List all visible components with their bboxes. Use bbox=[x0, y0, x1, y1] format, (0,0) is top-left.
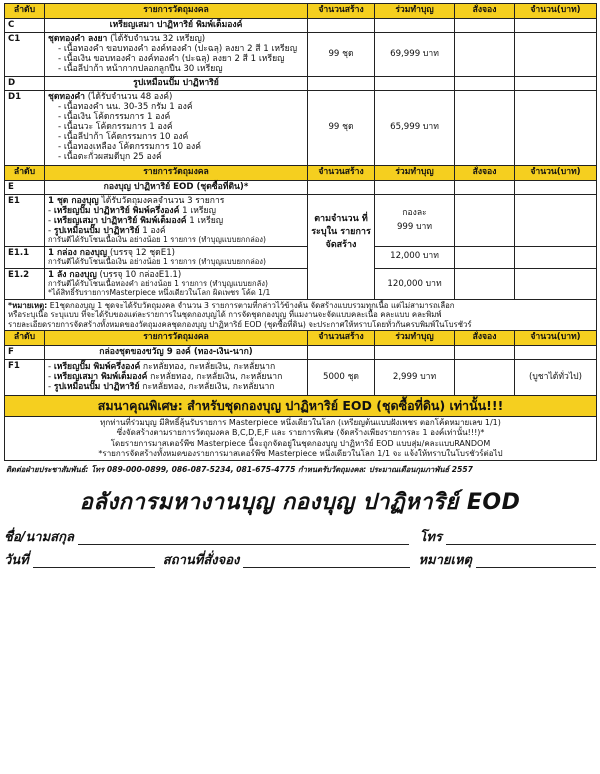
section-d-title: รูปเหมือนปั๊ม ปาฏิหาริย์ bbox=[45, 76, 308, 90]
item-e1-desc bbox=[45, 194, 308, 247]
form-title: อลังการมหางานบุญ กองบุญ ปาฏิหาริย์ EOD bbox=[79, 490, 521, 516]
section-e-title-note: (ชุดซื้อที่ดิน)* bbox=[196, 181, 249, 192]
bullet: - bbox=[48, 215, 54, 226]
item-e-qty: ตามจำนวน ที่ระบุใน รายการ จัดสร้าง bbox=[308, 194, 375, 300]
date-label: วันที่ bbox=[4, 552, 29, 568]
item-f1-item-suffix: กะหลั่ยทอง, กะหลั่ยเงิน, กะหลั่ยนาก bbox=[147, 371, 283, 382]
remark-field-label: หมายเหตุ bbox=[418, 552, 472, 568]
promo-line: ทุกท่านที่ร่วมบุญ มีสิทธิ์ลุ้นรับรายการ Masterpiece หนึ่งเดียวในโลก (เหรียญต้นแบบฝังเพชร ตอกโค้ดหมายเลข 1/1) bbox=[100, 418, 501, 428]
item-e1-lead-note: ได้รับวัตถุมงคลจำนวน 3 รายการ bbox=[101, 195, 225, 206]
item-f1-item-suffix: กะหลั่ยทอง, กะหลั่ยเงิน, กะหลั่ยนาก bbox=[140, 361, 276, 372]
item-d1-line: - เนื้อลีปาก้า โค้ดกรรมการ 10 องค์ bbox=[58, 132, 189, 143]
item-c1-desc bbox=[45, 33, 308, 77]
header-order: สั่งจอง bbox=[455, 165, 515, 180]
bullet: - bbox=[48, 361, 54, 372]
promo-line: ซึ่งจัดสร้างตามรายการวัตถุมงคล B,C,D,E,F และ รายการพิเศษ (จัดสร้างเพียงรายการละ 1 องค์เท่านั้น!!!)* bbox=[116, 428, 485, 438]
section-e-row bbox=[5, 180, 597, 194]
header-amount: จำนวน(บาท) bbox=[515, 330, 597, 345]
item-e12-price: 120,000 บาท bbox=[375, 269, 455, 300]
item-e12-row bbox=[5, 269, 597, 300]
promo-line: *รายการจัดสร้างทั้งหมดของรายการมาสเตอร์พีซ Masterpiece หนึ่งเดียวในโลก 1/1 จะ แจ้งให้ทราบในโบรชัวร์ต่อไป bbox=[98, 448, 503, 458]
deadline-label: กำหนดรับวัตถุมงคล: bbox=[298, 465, 367, 475]
date-field[interactable] bbox=[33, 554, 155, 568]
section-e-title-text: กองบุญ ปาฏิหาริย์ EOD bbox=[103, 181, 194, 192]
section-f-row bbox=[5, 345, 597, 359]
item-f1-desc bbox=[45, 359, 308, 395]
header-seq: ลำดับ bbox=[5, 165, 45, 180]
header-items: รายการวัตถุมงคล bbox=[45, 330, 308, 345]
item-c1-lead: ชุดทองคำ ลงยา bbox=[48, 34, 108, 44]
remark-field[interactable] bbox=[476, 554, 596, 568]
item-f1-item-name: เหรียญปั๊ม พิมพ์ครึ่งองค์ bbox=[53, 361, 141, 372]
section-f-title bbox=[45, 345, 308, 359]
section-f-code: F bbox=[5, 345, 45, 359]
item-d1-desc bbox=[45, 90, 308, 165]
item-e12-code: E1.2 bbox=[5, 269, 45, 300]
item-f1-order-cell[interactable] bbox=[455, 359, 515, 395]
item-e1-lead: 1 ชุด กองบุญ bbox=[48, 195, 99, 206]
item-d1-price: 65,999 บาท bbox=[375, 90, 455, 165]
header-order: สั่งจอง bbox=[455, 4, 515, 19]
item-e11-code: E1.1 bbox=[5, 247, 45, 269]
item-c1-qty: 99 ชุด bbox=[308, 33, 375, 77]
item-e12-amount-cell[interactable] bbox=[515, 269, 597, 300]
item-e1-item-name: เหรียญปั๊ม ปาฏิหาริย์ พิมพ์ครึ่งองค์ bbox=[53, 205, 180, 216]
header-donation: ร่วมทำบุญ bbox=[375, 165, 455, 180]
item-e1-price: 999 บาท bbox=[396, 222, 433, 233]
item-e11-amount-cell[interactable] bbox=[515, 247, 597, 269]
item-e1-amount-cell[interactable] bbox=[515, 194, 597, 247]
item-c1-lead-note: (ได้รับจำนวน 32 เหรียญ) bbox=[110, 34, 206, 44]
section-f-title-text: กล่องชุดของขวัญ 9 องค์ bbox=[99, 346, 191, 357]
table-header bbox=[5, 4, 597, 19]
form-row-name bbox=[4, 522, 596, 545]
section-f-title-note: (ทอง-เงิน-นาก) bbox=[193, 346, 253, 357]
bullet: - bbox=[48, 225, 54, 236]
item-d1-code: D1 bbox=[5, 90, 45, 165]
bullet: - bbox=[48, 371, 54, 382]
item-d1-lead: ชุดทองคำ bbox=[48, 91, 86, 102]
item-e1-order-cell[interactable] bbox=[455, 194, 515, 247]
item-c1-line: - เนื้อลีปาก้า หน้ากากปลอกลูกปืน 30 เหรียญ bbox=[58, 64, 223, 75]
item-f1-row bbox=[5, 359, 597, 395]
item-e1-price-label: กองละ bbox=[402, 208, 427, 219]
contact-info bbox=[4, 466, 596, 475]
phone-field[interactable] bbox=[446, 531, 596, 545]
section-c-title: เหรียญเสมา ปาฏิหาริย์ พิมพ์เต็มองค์ bbox=[45, 19, 308, 33]
item-c1-amount-cell[interactable] bbox=[515, 33, 597, 77]
item-e11-desc bbox=[45, 247, 308, 269]
deadline: ประมาณเดือนกุมภาพันธ์ 2557 bbox=[368, 465, 473, 475]
item-f1-item-suffix: กะหลั่ยทอง, กะหลั่ยเงิน, กะหลั่ยนาก bbox=[139, 382, 275, 393]
section-d-code: D bbox=[5, 76, 45, 90]
table-header bbox=[5, 330, 597, 345]
bullet: - bbox=[48, 382, 54, 393]
item-c1-line: - เนื้อทองคำ ขอบทองคำ องค์ทองคำ (ปะฉลุ) ลงยา 2 สี 1 เหรียญ bbox=[58, 44, 298, 55]
item-d1-line: - เนื้อนวะ โค้ดกรรมการ 1 องค์ bbox=[58, 121, 173, 132]
item-c1-code: C1 bbox=[5, 33, 45, 77]
item-e1-item-name: รูปเหมือนปั๊ม ปาฏิหาริย์ bbox=[53, 225, 140, 236]
remark-label: *หมายเหตุ: bbox=[8, 301, 48, 311]
header-donation: ร่วมทำบุญ bbox=[375, 330, 455, 345]
header-items: รายการวัตถุมงคล bbox=[45, 165, 308, 180]
item-e1-price-cell bbox=[375, 194, 455, 247]
header-qty: จำนวนสร้าง bbox=[308, 4, 375, 19]
item-f1-item-name: รูปเหมือนปั๊ม ปาฏิหาริย์ bbox=[53, 382, 140, 393]
remark-line: E1ชุดกองบุญ 1 ชุดจะได้รับวัตถุมงคล จำนวน 3 รายการตามที่กล่าวไว้ข้างต้น จัดสร้างแบบรวมทุกเนื้อ แต่ไม่สามารถเลือก bbox=[49, 301, 455, 311]
item-d1-order-cell[interactable] bbox=[455, 90, 515, 165]
header-qty: จำนวนสร้าง bbox=[308, 165, 375, 180]
item-f1-item-name: เหรียญเสมา พิมพ์เต็มองค์ bbox=[53, 371, 148, 382]
name-field[interactable] bbox=[78, 531, 410, 545]
item-e1-item-suffix: 1 เหรียญ bbox=[179, 205, 216, 216]
section-c-row bbox=[5, 19, 597, 33]
item-e12-order-cell[interactable] bbox=[455, 269, 515, 300]
item-e12-note: การันตีได้รับโชนเนื้อทองคำ อย่างน้อย 1 รายการ (ทำบุญแบบยกลัง) bbox=[48, 279, 268, 289]
remark-line: รายละเอียดรายการจัดสร้างทั้งหมดของวัตถุมงคลชุดกองบุญ ปาฏิหาริย์ EOD (ชุดซื้อที่ดิน) จะประกาศให้ทราบโดยทั่วกันครบพิมพ์ในโบรชัวร์ bbox=[8, 319, 472, 329]
header-order: สั่งจอง bbox=[455, 330, 515, 345]
section-e-title bbox=[45, 180, 308, 194]
header-qty: จำนวนสร้าง bbox=[308, 330, 375, 345]
item-c1-row bbox=[5, 33, 597, 77]
item-e12-note: *ได้สิทธิ์รับรายการMasterpiece หนึ่งเดียวในโลก ผิดเพชร โค้ด 1/1 bbox=[48, 288, 271, 298]
promo-text bbox=[5, 417, 597, 461]
item-f1-price: 2,999 บาท bbox=[375, 359, 455, 395]
item-e12-lead-note: (บรรจุ 10 กล่องE1.1) bbox=[99, 270, 182, 281]
promo-line: โดยรายการมาสเตอร์พีซ Masterpiece นี้จะถูกจัดอยู่ในชุดกองบุญ ปาฏิหาริย์ EOD แบบสุ่ม/คละแบบRANDOM bbox=[110, 438, 491, 448]
item-d1-lead-note: (ได้รับจำนวน 48 องค์) bbox=[87, 91, 173, 102]
section-c-code: C bbox=[5, 19, 45, 33]
item-e1-row bbox=[5, 194, 597, 247]
promo-banner-row bbox=[5, 396, 597, 417]
item-e12-lead: 1 ลัง กองบุญ bbox=[48, 270, 97, 281]
order-form bbox=[4, 522, 596, 568]
item-e11-lead-note: (บรรจุ 12 ชุดE1) bbox=[109, 248, 176, 259]
item-e1-item-suffix: 1 เหรียญ bbox=[186, 215, 224, 226]
item-f1-amount: (บูชาได้ทั่วไป) bbox=[515, 359, 597, 395]
item-e11-order-cell[interactable] bbox=[455, 247, 515, 269]
item-d1-line: - เนื้อตะกั่วผสมดีบุก 25 องค์ bbox=[58, 152, 162, 163]
item-d1-amount-cell[interactable] bbox=[515, 90, 597, 165]
promo-text-row bbox=[5, 417, 597, 461]
header-amount: จำนวน(บาท) bbox=[515, 165, 597, 180]
item-e11-row bbox=[5, 247, 597, 269]
table-header bbox=[5, 165, 597, 180]
item-e1-code: E1 bbox=[5, 194, 45, 247]
item-d1-row bbox=[5, 90, 597, 165]
header-amount: จำนวน(บาท) bbox=[515, 4, 597, 19]
item-d1-qty: 99 ชุด bbox=[308, 90, 375, 165]
section-e-remark bbox=[5, 300, 597, 331]
promo-banner: สมนาคุณพิเศษ: สำหรับชุดกองบุญ ปาฏิหาริย์ EOD (ชุดซื้อที่ดิน) เท่านั้น!!! bbox=[5, 396, 597, 417]
bullet: - bbox=[48, 205, 54, 216]
item-f1-code: F1 bbox=[5, 359, 45, 395]
item-d1-line: - เนื้อทองเหลือง โค้ดกรรมการ 10 องค์ bbox=[58, 142, 201, 153]
form-row-date bbox=[4, 545, 596, 568]
place-field[interactable] bbox=[243, 554, 410, 568]
item-e1-item-suffix: 1 องค์ bbox=[139, 225, 166, 236]
header-seq: ลำดับ bbox=[5, 4, 45, 19]
place-label: สถานที่สั่งจอง bbox=[162, 552, 240, 568]
item-f1-qty: 5000 ชุด bbox=[308, 359, 375, 395]
remark-line: หรือระบุเนื้อ ระบุแบบ ที่จะได้รับของแต่ละรายการในชุดกองบุญได้ การจัดชุดกองบุญ ที่แมงานจะจัดแบบคละเนื้อ คละแบบ คละพิมพ์ bbox=[8, 310, 442, 320]
item-d1-line: - เนื้อเงิน โค้ดกรรมการ 1 องค์ bbox=[58, 111, 171, 122]
name-label: ชื่อ/นามสกุล bbox=[4, 529, 74, 545]
section-d-row bbox=[5, 76, 597, 90]
header-items: รายการวัตถุมงคล bbox=[45, 4, 308, 19]
header-donation: ร่วมทำบุญ bbox=[375, 4, 455, 19]
item-e11-lead: 1 กล่อง กองบุญ bbox=[48, 248, 108, 259]
section-e-remark-row bbox=[5, 300, 597, 331]
item-e12-desc bbox=[45, 269, 308, 300]
item-d1-line: - เนื้อทองคำ นน. 30-35 กรัม 1 องค์ bbox=[58, 101, 193, 112]
section-e-code: E bbox=[5, 180, 45, 194]
header-seq: ลำดับ bbox=[5, 330, 45, 345]
item-c1-line: - เนื้อเงิน ขอบทองคำ องค์ทองคำ (ปะฉลุ) ลงยา 2 สี 1 เหรียญ bbox=[58, 54, 285, 65]
item-c1-price: 69,999 บาท bbox=[375, 33, 455, 77]
item-e1-note: การันตีได้รับโชนเนื้อเงิน อย่างน้อย 1 รายการ (ทำบุญแบบยกกล่อง) bbox=[48, 235, 266, 245]
contact-phones: โทร 089-000-0899, 086-087-5234, 081-675-4775 bbox=[91, 465, 296, 475]
phone-label: โทร bbox=[419, 529, 442, 545]
item-e1-item-name: เหรียญเสมา ปาฏิหาริย์ พิมพ์เต็มองค์ bbox=[53, 215, 187, 226]
item-e11-note: การันตีได้รับโชนเนื้อเงิน อย่างน้อย 1 รายการ (ทำบุญแบบยกกล่อง) bbox=[48, 257, 266, 267]
order-table bbox=[4, 3, 597, 461]
contact-label: ติดต่อฝ่ายประชาสัมพันธ์: bbox=[6, 465, 89, 475]
item-e11-price: 12,000 บาท bbox=[375, 247, 455, 269]
item-c1-order-cell[interactable] bbox=[455, 33, 515, 77]
